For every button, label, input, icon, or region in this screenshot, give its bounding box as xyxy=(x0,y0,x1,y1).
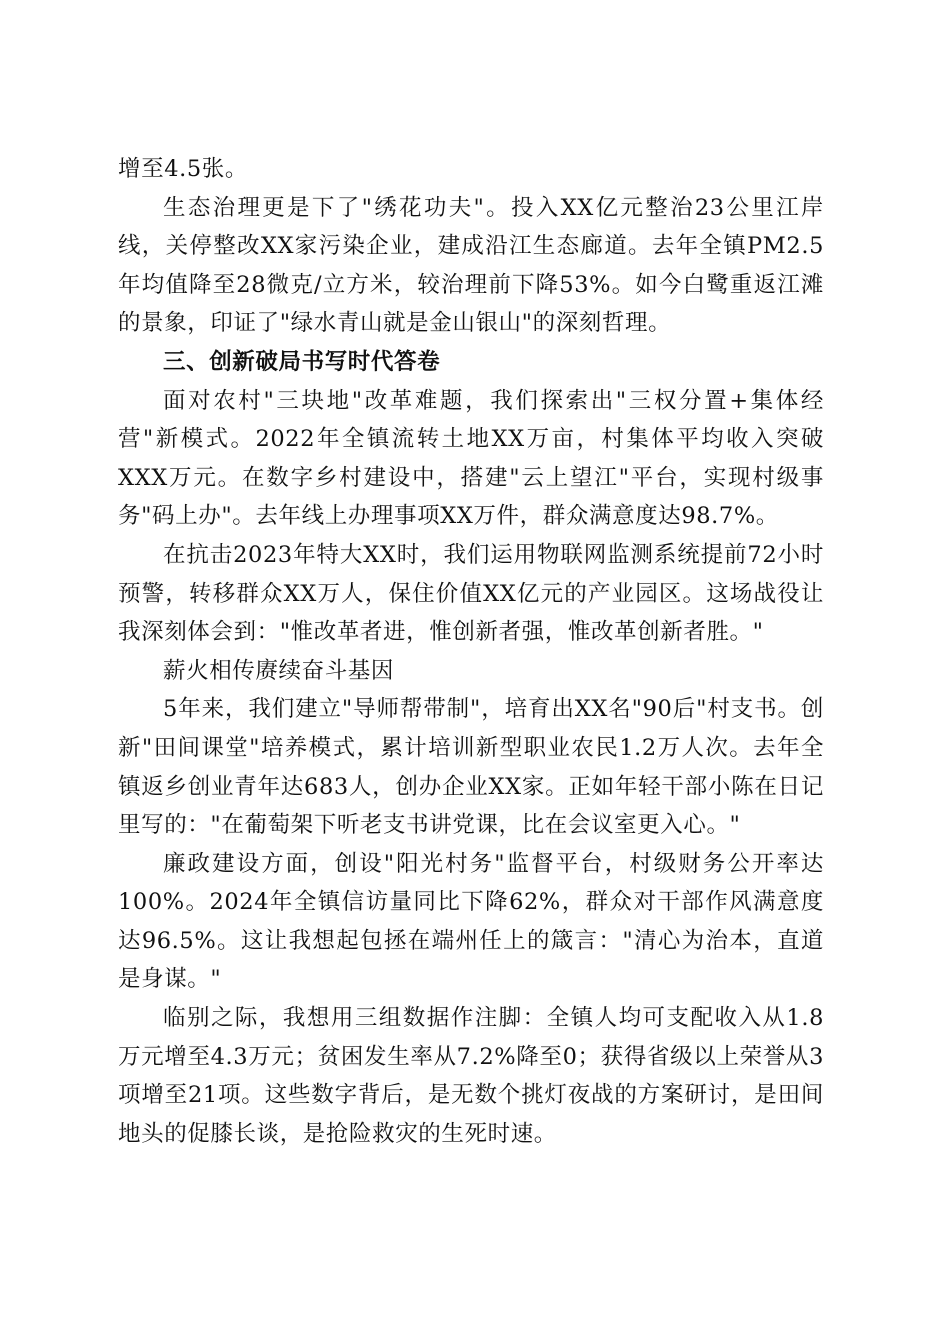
paragraph-farewell: 临别之际，我想用三组数据作注脚：全镇人均可支配收入从1.8万元增至4.3万元；贫困发生率从7.2%降至0；获得省级以上荣誉从3项增至21项。这些数字背后，是无数个挑灯夜战的方案研讨，是田间地头的促膝长谈，是抢险救灾的生死时速。 xyxy=(118,1005,824,1147)
document-page xyxy=(118,150,824,1153)
section-heading-innovation: 三、创新破局书写时代答卷 xyxy=(163,348,441,375)
paragraph-land-reform: 面对农村"三块地"改革难题，我们探索出"三权分置+集体经营"新模式。2022年全镇流转土地XX万亩，村集体平均收入突破XXX万元。在数字乡村建设中，搭建"云上望江"平台，实现村级事务"码上办"。去年线上办理事项XX万件，群众满意度达98.7%。 xyxy=(118,387,824,530)
paragraph-integrity: 廉政建设方面，创设"阳光村务"监督平台，村级财务公开率达100%。2024年全镇信访量同比下降62%，群众对干部作风满意度达96.5%。这让我想起包拯在端州任上的箴言："清心为治本，直道是身谋。" xyxy=(118,850,824,993)
paragraph-talent: 5年来，我们建立"导师帮带制"，培育出XX名"90后"村支书。创新"田间课堂"培养模式，累计培训新型职业农民1.2万人次。去年全镇返乡创业青年达683人，创办企业XX家。正如年轻干部小陈在日记里写的："在葡萄架下听老支书讲党课，比在会议室更入心。" xyxy=(118,696,824,839)
paragraph-ecology: 生态治理更是下了"绣花功夫"。投入XX亿元整治23公里江岸线，关停整改XX家污染企业，建成沿江生态廊道。去年全镇PM2.5年均值降至28微克/立方米，较治理前下降53%。如今白鹭重返江滩的景象，印证了"绿水青山就是金山银山"的深刻哲理。 xyxy=(118,194,824,337)
paragraph-disaster-response: 在抗击2023年特大XX时，我们运用物联网监测系统提前72小时预警，转移群众XX万人，保住价值XX亿元的产业园区。这场战役让我深刻体会到："惟改革者进，惟创新者强，惟改革创新者胜。" xyxy=(118,541,824,646)
subheading-inheritance: 薪火相传赓续奋斗基因 xyxy=(163,657,395,684)
paragraph-continuation: 增至4.5张。 xyxy=(118,156,248,182)
